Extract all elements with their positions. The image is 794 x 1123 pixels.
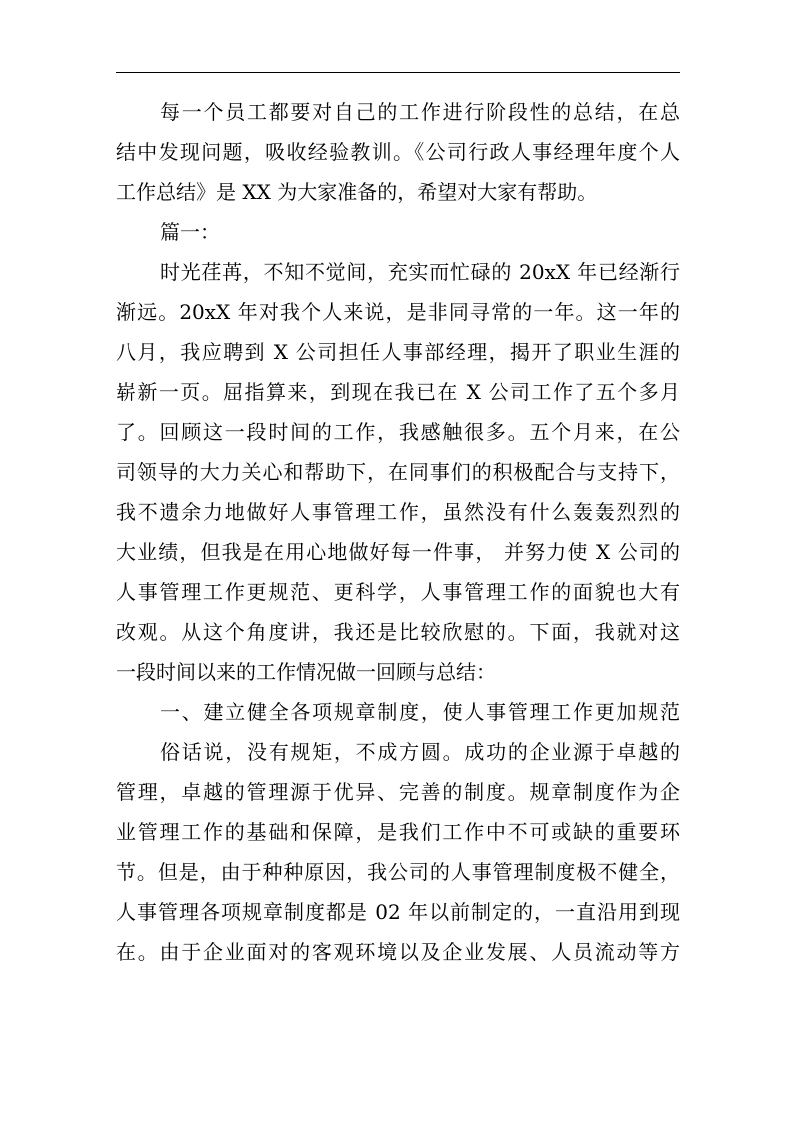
paragraph-line: 节。但是，由于种种原因，我公司的人事管理制度极不健全， bbox=[116, 860, 680, 884]
paragraph-line: 结中发现问题，吸收经验教训。《公司行政人事经理年度个人 bbox=[116, 140, 680, 164]
paragraph-line: 俗话说，没有规矩，不成方圆。成功的企业源于卓越的 bbox=[160, 740, 680, 764]
paragraph-line: 八月，我应聘到 X 公司担任人事部经理，揭开了职业生涯的 bbox=[116, 340, 680, 364]
paragraph-line: 人事管理工作更规范、更科学，人事管理工作的面貌也大有 bbox=[116, 580, 680, 604]
paragraph-line: 大业绩，但我是在用心地做好每一件事， 并努力使 X 公司的 bbox=[116, 540, 680, 564]
paragraph-line: 一段时间以来的工作情况做一回顾与总结： bbox=[116, 660, 496, 684]
paragraph-line: 在。由于企业面对的客观环境以及企业发展、人员流动等方 bbox=[116, 940, 680, 964]
paragraph-line: 工作总结》是 XX 为大家准备的，希望对大家有帮助。 bbox=[116, 180, 598, 204]
section-heading: 篇一： bbox=[160, 220, 220, 244]
section-heading: 一、建立健全各项规章制度，使人事管理工作更加规范 bbox=[160, 700, 680, 724]
paragraph-line: 了。回顾这一段时间的工作，我感触很多。五个月来，在公 bbox=[116, 420, 680, 444]
paragraph-line: 我不遗余力地做好人事管理工作，虽然没有什么轰轰烈烈的 bbox=[116, 500, 680, 524]
paragraph-line: 渐远。20xX 年对我个人来说，是非同寻常的一年。这一年的 bbox=[116, 300, 680, 324]
paragraph-line: 司领导的大力关心和帮助下，在同事们的积极配合与支持下， bbox=[116, 460, 680, 484]
paragraph-line: 人事管理各项规章制度都是 02 年以前制定的，一直沿用到现 bbox=[116, 900, 680, 924]
paragraph-line: 业管理工作的基础和保障，是我们工作中不可或缺的重要环 bbox=[116, 820, 680, 844]
document-body bbox=[116, 92, 680, 972]
paragraph-line: 管理，卓越的管理源于优异、完善的制度。规章制度作为企 bbox=[116, 780, 680, 804]
paragraph-line: 崭新一页。屈指算来，到现在我已在 X 公司工作了五个多月 bbox=[116, 380, 680, 404]
paragraph-line: 每一个员工都要对自己的工作进行阶段性的总结，在总 bbox=[160, 100, 680, 124]
header-rule bbox=[116, 72, 680, 73]
paragraph-line: 改观。从这个角度讲，我还是比较欣慰的。下面，我就对这 bbox=[116, 620, 680, 644]
paragraph-line: 时光荏苒，不知不觉间，充实而忙碌的 20xX 年已经渐行 bbox=[160, 260, 680, 284]
